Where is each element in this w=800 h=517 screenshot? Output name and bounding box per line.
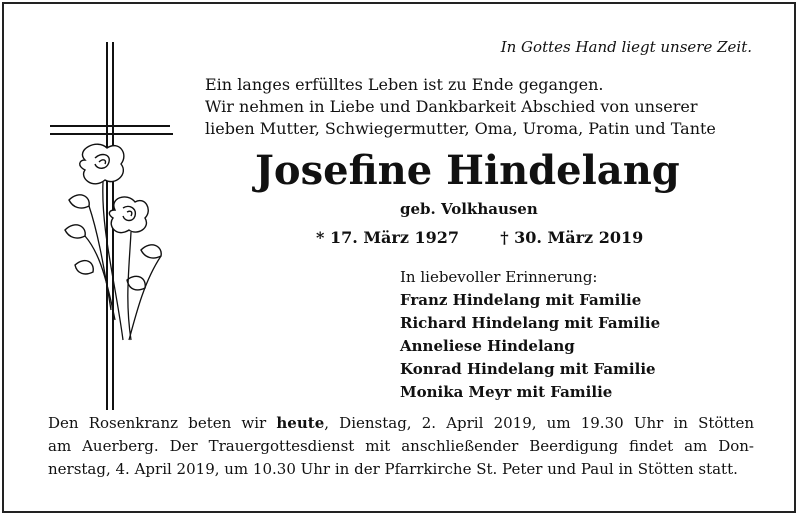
mourner-name: Konrad Hindelang mit Familie [400,360,656,378]
service-line: nerstag, 4. April 2019, um 10.30 Uhr in der Pfarrkirche St. Peter und Paul in Stötten statt. [48,460,738,478]
intro-line: Wir nehmen in Liebe und Dankbarkeit Abschied von unserer [205,97,698,116]
service-text: , Dienstag, 2. April 2019, um 19.30 Uhr in Stötten [324,414,755,432]
mourners-lead: In liebevoller Erinnerung: [400,268,598,286]
motto: In Gottes Hand liegt unsere Zeit. [500,38,752,56]
mourners-list [400,266,660,404]
service-line [48,412,754,435]
service-info [48,412,754,481]
service-text: Den Rosenkranz beten wir [48,414,277,432]
birth-name: geb. Volkhausen [400,200,538,218]
intro-line: Ein langes erfülltes Leben ist zu Ende gegangen. [205,75,604,94]
deceased-name: Josefine Hindelang [255,147,680,194]
service-today: heute [276,414,325,432]
cross-with-roses-icon [45,40,185,410]
intro-text [205,74,716,140]
death-date: † 30. März 2019 [500,228,644,247]
mourner-name: Richard Hindelang mit Familie [400,314,661,332]
mourner-name: Franz Hindelang mit Familie [400,291,642,309]
intro-line: lieben Mutter, Schwiegermutter, Oma, Uroma, Patin und Tante [205,119,716,138]
life-dates [316,228,643,247]
service-line: am Auerberg. Der Trauergottesdienst mit anschließender Beerdigung findet am Don- [48,437,754,455]
mourner-name: Monika Meyr mit Familie [400,383,613,401]
mourner-name: Anneliese Hindelang [400,337,575,355]
birth-date: * 17. März 1927 [316,228,460,247]
